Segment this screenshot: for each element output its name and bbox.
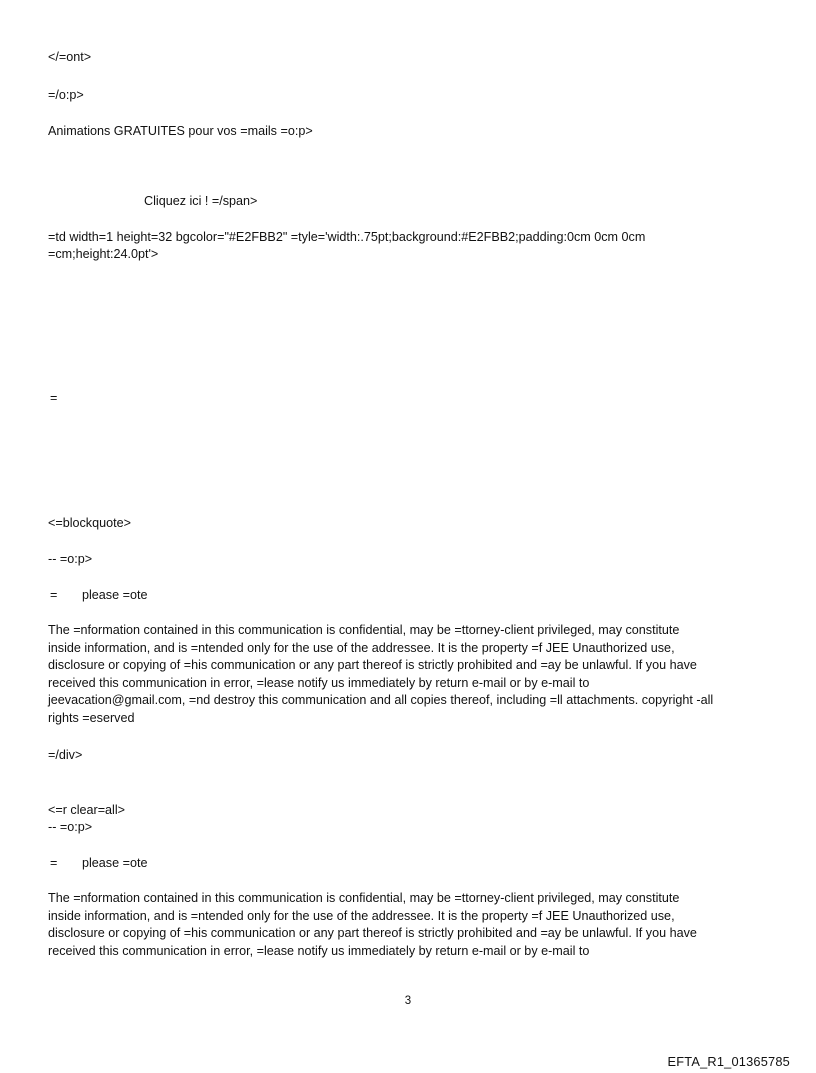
disclaimer-line: inside information, and is =ntended only for the use of the addressee. It is the property =f JEE Unauthorized use, (48, 640, 675, 655)
disclaimer-line: The =nformation contained in this communication is confidential, may be =ttorney-client privileged, may constitute (48, 623, 680, 637)
confidentiality-disclaimer (48, 890, 778, 960)
div-close-line: =/div> (48, 748, 83, 762)
dash-op-line: -- =o:p> (48, 552, 93, 566)
please-note-equals: = (50, 588, 58, 602)
please-note-line: please =ote (82, 856, 148, 870)
disclaimer-line: received this communication in error, =lease notify us immediately by return e-mail or by e-mail to (48, 675, 590, 690)
td-attributes-line-continued: =cm;height:24.0pt'> (48, 247, 159, 261)
disclaimer-line: disclosure or copying of =his communication or any part thereof is strictly prohibited and =ay be unlawful. If you have (48, 658, 697, 673)
animations-line: Animations GRATUITES pour vos =mails =o:p> (48, 124, 313, 138)
disclaimer-line: rights =eserved (48, 710, 135, 725)
dash-op-line: -- =o:p> (48, 820, 93, 834)
disclaimer-line: The =nformation contained in this communication is confidential, may be =ttorney-client privileged, may constitute (48, 891, 680, 905)
confidentiality-disclaimer (48, 622, 778, 728)
equals-line: = (50, 391, 58, 405)
font-close-line: </=ont> (48, 50, 92, 64)
disclaimer-line: received this communication in error, =lease notify us immediately by return e-mail or by e-mail to (48, 943, 590, 958)
disclaimer-line: inside information, and is =ntended only for the use of the addressee. It is the property =f JEE Unauthorized use, (48, 908, 675, 923)
disclaimer-line: disclosure or copying of =his communication or any part thereof is strictly prohibited and =ay be unlawful. If you have (48, 926, 697, 941)
cliquez-line: Cliquez ici ! =/span> (144, 194, 258, 208)
please-note-line: please =ote (82, 588, 148, 602)
td-attributes-line: =td width=1 height=32 bgcolor="#E2FBB2" =tyle='width:.75pt;background:#E2FBB2;padding:0cm 0cm 0cm (48, 230, 646, 244)
page-number: 3 (404, 995, 412, 1007)
br-clear-line: <=r clear=all> (48, 803, 126, 817)
please-note-equals: = (50, 856, 58, 870)
blockquote-line: <=blockquote> (48, 516, 131, 530)
op-close-line: =/o:p> (48, 88, 84, 102)
document-id: EFTA_R1_01365785 (667, 1054, 790, 1069)
disclaimer-line: jeevacation@gmail.com, =nd destroy this communication and all copies thereof, including =ll attachments. copyright -all (48, 693, 714, 708)
